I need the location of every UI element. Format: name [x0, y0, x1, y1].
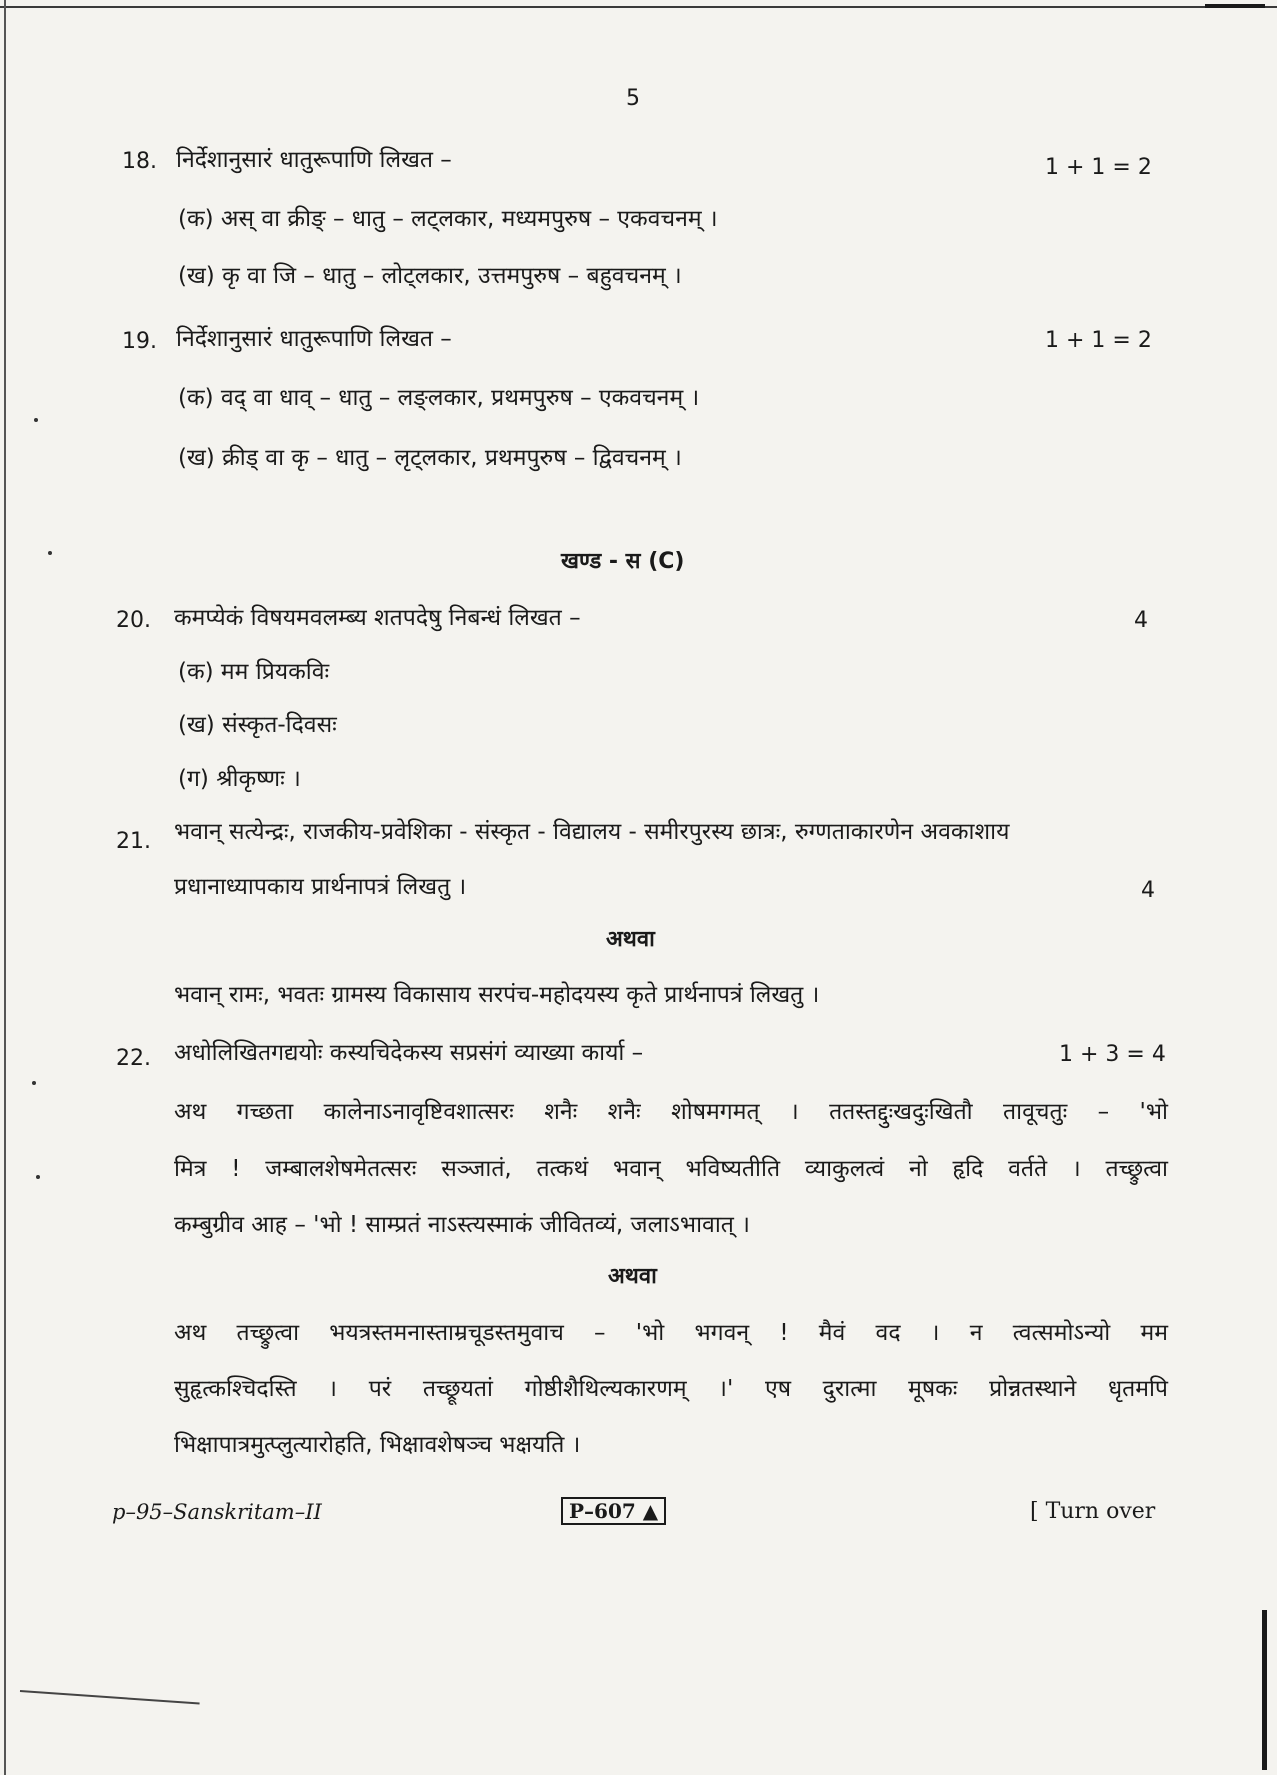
- q22-or-heading: अथवा: [608, 1264, 657, 1289]
- footer-paper-code: p–95–Sanskritam–II: [112, 1500, 322, 1524]
- scan-speck: [48, 551, 52, 555]
- q18-marks: 1 + 1 = 2: [1045, 155, 1152, 180]
- q19-marks: 1 + 1 = 2: [1045, 328, 1152, 353]
- footer-code-box: [561, 1498, 666, 1524]
- q22-passage1-line3: कम्बुग्रीव आह – 'भो ! साम्प्रतं नाऽस्त्यस्माकं जीवितव्यं, जलाऽभावात् ।: [174, 1212, 750, 1238]
- section-c-heading: खण्ड - स (C): [561, 549, 685, 574]
- q22-passage2-line2: सुहृत्कश्चिदस्ति । परं तच्छ्रूयतां गोष्ठीशैथिल्यकारणम् ।' एष दुरात्मा मूषकः प्रोन्नतस्थाने धृतमपि: [174, 1376, 1168, 1402]
- q22-passage1-line1: अथ गच्छता कालेनाऽनावृष्टिवशात्सरः शनैः शनैः शोषमगमत् । ततस्तद्दुःखदुःखितौ तावूचतुः – 'भो: [174, 1099, 1168, 1125]
- footer-code: P–607 ▲: [561, 1497, 666, 1525]
- q19-part-a: (क) वद् वा धाव् – धातु – लङ्लकार, प्रथमपुरुष – एकवचनम् ।: [178, 385, 700, 411]
- q22-passage2-line1: अथ तच्छ्रुत्वा भयत्रस्तमनास्ताम्रचूडस्तमुवाच – 'भो भगवन् ! मैवं वद । न त्वत्समोऽन्यो मम: [174, 1320, 1168, 1346]
- q20-part-b: (ख) संस्कृत-दिवसः: [178, 712, 337, 738]
- q20-part-a: (क) मम प्रियकविः: [178, 659, 330, 685]
- q20-number: 20.: [116, 608, 151, 633]
- scan-speck: [36, 1175, 40, 1179]
- q19-number: 19.: [122, 329, 157, 354]
- scan-mark-top-right: [1205, 4, 1265, 8]
- q18-stem: निर्देशानुसारं धातुरूपाणि लिखत –: [176, 147, 452, 173]
- q22-passage2-line3: भिक्षापात्रमुत्प्लुत्यारोहति, भिक्षावशेषञ्च भक्षयति ।: [174, 1432, 581, 1458]
- q22-marks: 1 + 3 = 4: [1059, 1042, 1166, 1067]
- scan-speck: [34, 418, 38, 422]
- q20-part-c: (ग) श्रीकृष्णः ।: [178, 766, 301, 792]
- q18-part-a: (क) अस् वा क्रीङ् – धातु – लट्लकार, मध्यमपुरुष – एकवचनम् ।: [178, 206, 718, 232]
- q21-or-heading: अथवा: [606, 927, 655, 952]
- scan-scribble: [20, 1690, 200, 1705]
- scan-edge-left: [4, 0, 6, 1775]
- q19-stem: निर्देशानुसारं धातुरूपाणि लिखत –: [176, 326, 452, 352]
- q19-part-b: (ख) क्रीड् वा कृ – धातु – लृट्लकार, प्रथमपुरुष – द्विवचनम् ।: [178, 445, 682, 471]
- q21-line-1: भवान् सत्येन्द्रः, राजकीय-प्रवेशिका - संस्कृत - विद्यालय - समीरपुरस्य छात्रः, रुग्णताकारणेन अवकाशाय: [174, 819, 1010, 845]
- q22-passage1-line2: मित्र ! जम्बालशेषमेतत्सरः सञ्जातं, तत्कथं भवान् भविष्यतीति व्याकुलत्वं नो हृदि वर्तते । तच्छ्रुत्वा: [174, 1156, 1168, 1182]
- page-number: 5: [626, 86, 640, 111]
- q21-alternative: भवान् रामः, भवतः ग्रामस्य विकासाय सरपंच-महोदयस्य कृते प्रार्थनापत्रं लिखतु ।: [174, 982, 820, 1008]
- q18-number: 18.: [122, 149, 157, 174]
- q22-stem: अधोलिखितगद्ययोः कस्यचिदेकस्य सप्रसंगं व्याख्या कार्या –: [174, 1040, 644, 1066]
- q21-marks: 4: [1141, 878, 1155, 903]
- q22-number: 22.: [116, 1046, 151, 1071]
- scan-speck: [32, 1081, 36, 1085]
- q20-marks: 4: [1134, 608, 1148, 633]
- q21-line-2: प्रधानाध्यापकाय प्रार्थनापत्रं लिखतु ।: [174, 874, 467, 900]
- footer-turn-over: [ Turn over: [1030, 1499, 1156, 1524]
- q18-part-b: (ख) कृ वा जि – धातु – लोट्लकार, उत्तमपुरुष – बहुवचनम् ।: [178, 263, 682, 289]
- q21-number: 21.: [116, 829, 151, 854]
- q20-stem: कमप्येकं विषयमवलम्ब्य शतपदेषु निबन्धं लिखत –: [174, 605, 581, 631]
- scan-mark-right: [1262, 1610, 1267, 1770]
- scan-edge-top: [0, 6, 1277, 8]
- triangle-icon: ▲: [642, 1499, 659, 1523]
